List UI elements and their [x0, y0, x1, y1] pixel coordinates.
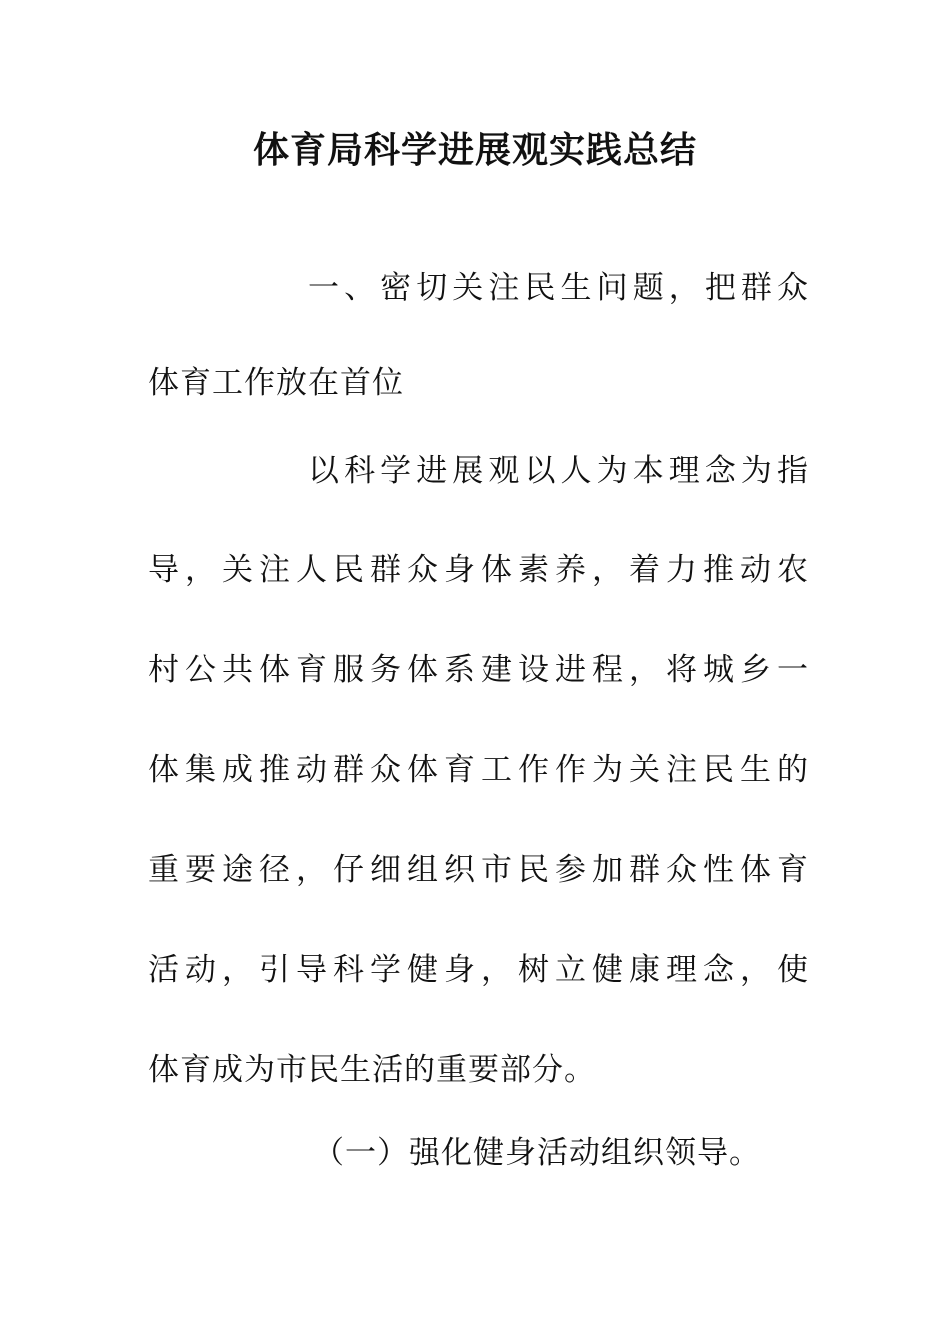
document-title: 体育局科学进展观实践总结	[252, 129, 697, 171]
paragraph-line: 以科学进展观以人为本理念为指	[308, 453, 808, 489]
paragraph-line: 活动，引导科学健身，树立健康理念，使	[148, 952, 808, 988]
paragraph-line: 体育成为市民生活的重要部分。	[148, 1052, 596, 1088]
section-heading-line-1: 一、密切关注民生问题，把群众	[308, 270, 808, 306]
subsection-heading: （一）强化健身活动组织领导。	[313, 1135, 761, 1171]
paragraph-line: 村公共体育服务体系建设进程，将城乡一	[148, 652, 808, 688]
paragraph-line: 重要途径，仔细组织市民参加群众性体育	[148, 852, 808, 888]
paragraph-line: 体集成推动群众体育工作作为关注民生的	[148, 752, 808, 788]
section-heading-line-2: 体育工作放在首位	[148, 365, 404, 401]
paragraph-line: 导，关注人民群众身体素养，着力推动农	[148, 552, 808, 588]
